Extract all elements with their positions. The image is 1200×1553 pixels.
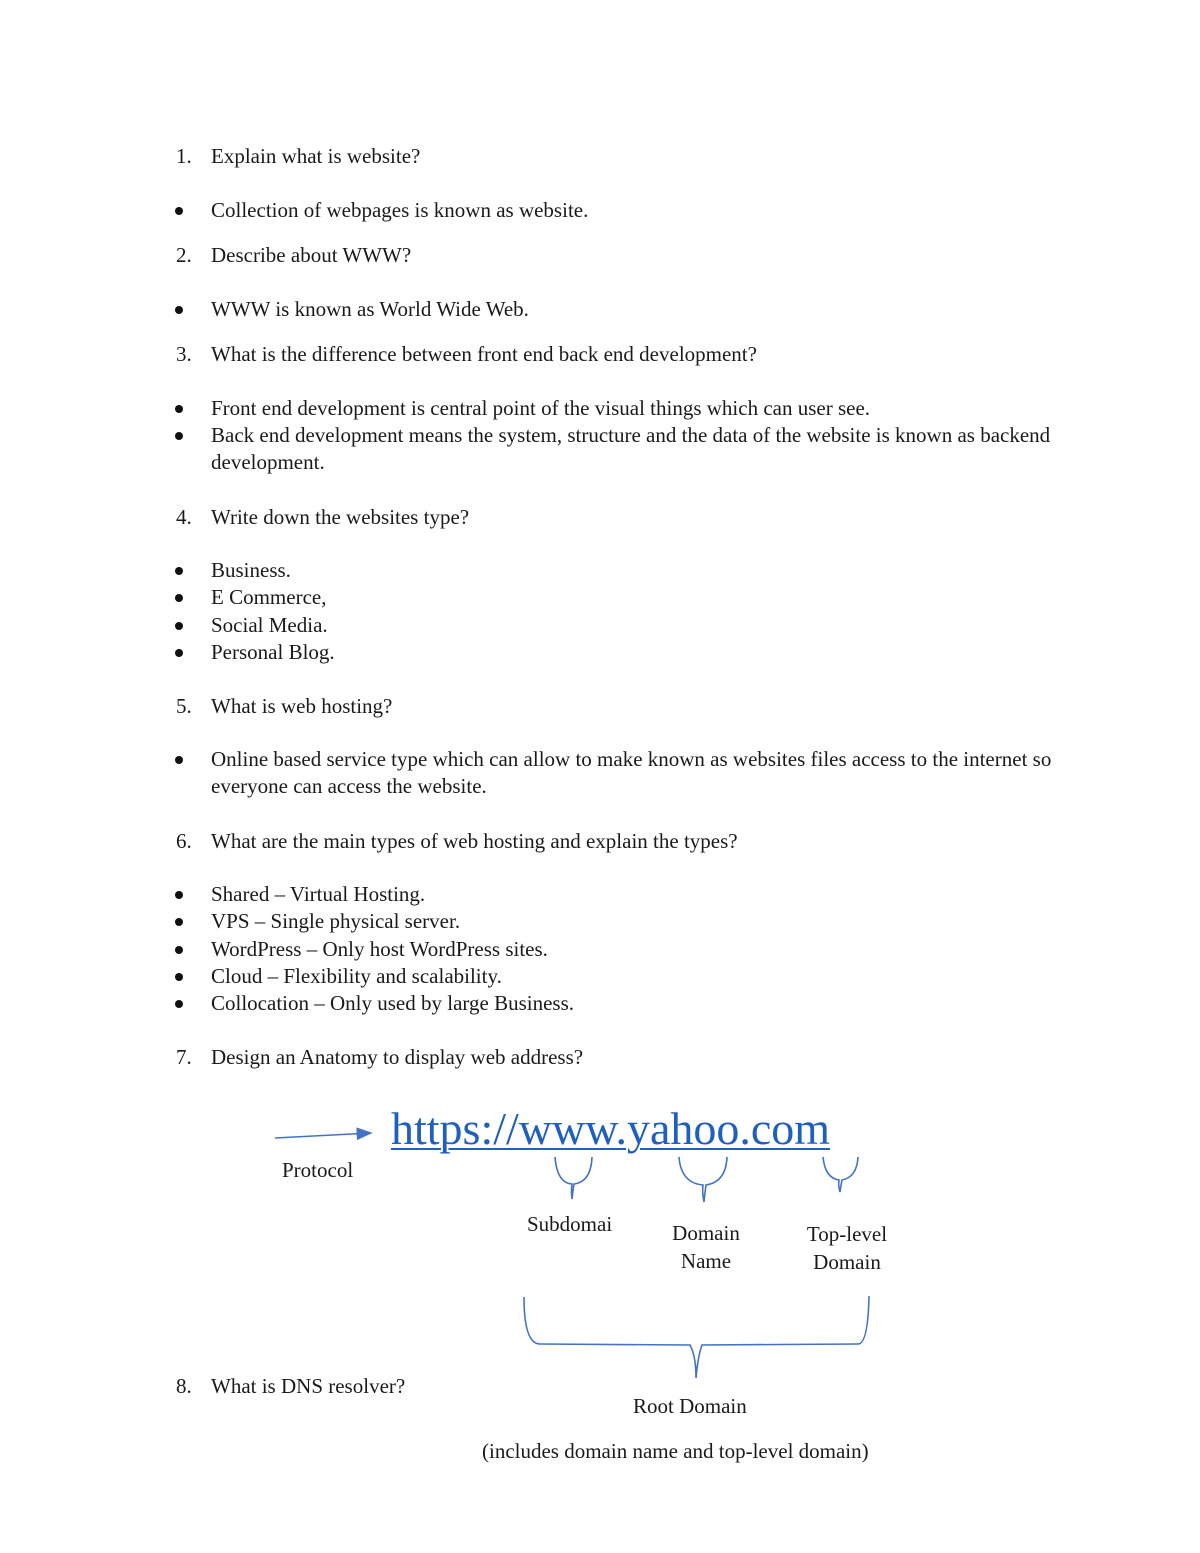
root-domain-label: Root Domain xyxy=(633,1394,747,1418)
answer-text: Personal Blog. xyxy=(211,640,335,664)
domain-name-label xyxy=(660,1219,752,1275)
question-text: What are the main types of web hosting and explain the types? xyxy=(211,829,738,853)
tld-label-line: Top-level xyxy=(806,1222,888,1246)
question-text: What is web hosting? xyxy=(211,694,393,718)
answer-text: Shared – Virtual Hosting. xyxy=(211,882,426,906)
answer-text: Back end development means the system, structure and the data of the website is known as backend development. xyxy=(211,423,1051,474)
root-domain-note: (includes domain name and top-level domain) xyxy=(482,1439,869,1463)
question-text: What is the difference between front end back end development? xyxy=(211,342,757,366)
answer-text: Collocation – Only used by large Business. xyxy=(211,991,574,1015)
question-number: 1. xyxy=(176,144,192,168)
question-text: Design an Anatomy to display web address? xyxy=(211,1045,584,1069)
tld-brace-icon xyxy=(823,1157,858,1192)
domain-name-brace-icon xyxy=(679,1157,727,1202)
question-number: 6. xyxy=(176,829,192,853)
question-number: 2. xyxy=(176,243,192,267)
answer-text: Cloud – Flexibility and scalability. xyxy=(211,964,502,988)
answer-text: WWW is known as World Wide Web. xyxy=(211,297,529,321)
tld-label xyxy=(796,1220,898,1276)
question-text: Explain what is website? xyxy=(211,144,421,168)
question-8 xyxy=(176,1373,406,1400)
domain-name-label-line: Domain xyxy=(672,1221,740,1245)
protocol-label: Protocol xyxy=(282,1158,354,1182)
question-text: What is DNS resolver? xyxy=(211,1374,406,1398)
question-number: 4. xyxy=(176,505,192,529)
subdomain-brace-icon xyxy=(555,1157,592,1199)
example-url-link[interactable]: https://www.yahoo.com xyxy=(391,1103,831,1154)
answer-text: Collection of webpages is known as website. xyxy=(211,198,589,222)
answer-text: E Commerce, xyxy=(211,585,327,609)
question-text: Describe about WWW? xyxy=(211,243,412,267)
question-number: 8. xyxy=(176,1374,192,1398)
answer-text: Front end development is central point of the visual things which can user see. xyxy=(211,396,871,420)
answer-text: VPS – Single physical server. xyxy=(211,909,461,933)
question-number: 5. xyxy=(176,694,192,718)
answer-text: WordPress – Only host WordPress sites. xyxy=(211,937,548,961)
domain-name-label-line: Name xyxy=(680,1249,732,1273)
question-text: Write down the websites type? xyxy=(211,505,470,529)
answer-text: Business. xyxy=(211,558,291,582)
tld-label-line: Domain xyxy=(813,1250,881,1274)
question-number: 3. xyxy=(176,342,192,366)
root-domain-brace-icon xyxy=(524,1296,869,1378)
protocol-arrow-icon xyxy=(275,1133,371,1138)
subdomain-label: Subdomai xyxy=(527,1212,613,1236)
answer-text: Social Media. xyxy=(211,613,328,637)
question-number: 7. xyxy=(176,1045,192,1069)
answer-text: Online based service type which can allow to make known as websites files access to the internet so everyone can access the website. xyxy=(211,747,1052,798)
